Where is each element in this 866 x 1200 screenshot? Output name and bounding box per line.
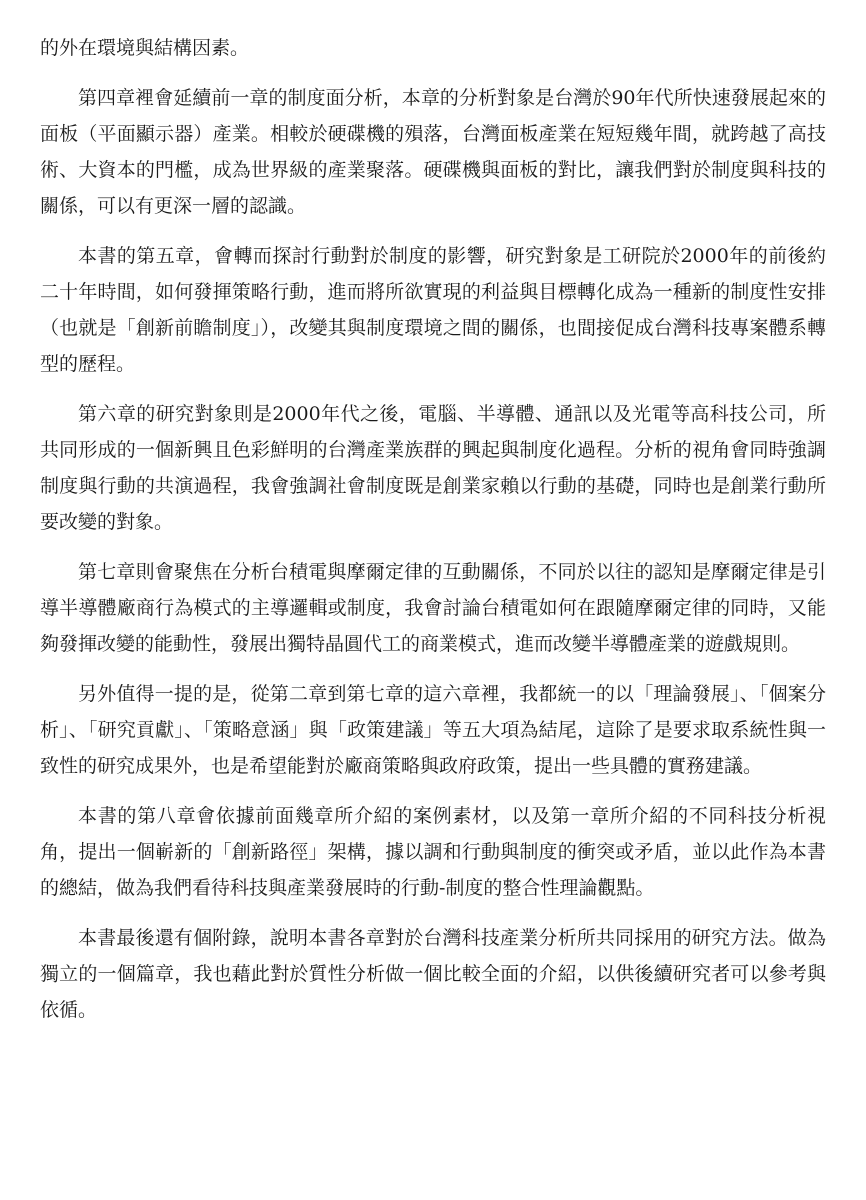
paragraph-chapter-seven: 第七章則會聚焦在分析台積電與摩爾定律的互動關係，不同於以往的認知是摩爾定律是引導半導體廠商行為模式的主導邏輯或制度，我會討論台積電如何在跟隨摩爾定律的同時，又能夠發揮改變的能動性，發展出獨特晶圓代工的商業模式，進而改變半導體產業的遊戲規則。: [40, 561, 826, 655]
paragraph-appendix: 本書最後還有個附錄，說明本書各章對於台灣科技產業分析所共同採用的研究方法。做為獨立的一個篇章，我也藉此對於質性分析做一個比較全面的介紹，以供後續研究者可以參考與依循。: [40, 927, 826, 1021]
paragraph-continuation: 的外在環境與結構因素。: [40, 37, 250, 59]
paragraph-chapter-four: 第四章裡會延續前一章的制度面分析，本章的分析對象是台灣於90年代所快速發展起來的面板（平面顯示器）產業。相較於硬碟機的殞落，台灣面板產業在短短幾年間，就跨越了高技術、大資本的門檻，成為世界級的產業聚落。硬碟機與面板的對比，讓我們對於制度與科技的關係，可以有更深一層的認識。: [40, 87, 826, 217]
document-page: [40, 30, 826, 1042]
paragraph-chapter-six: 第六章的研究對象則是2000年代之後，電腦、半導體、通訊以及光電等高科技公司，所共同形成的一個新興且色彩鮮明的台灣產業族群的興起與制度化過程。分析的視角會同時強調制度與行動的共演過程，我會強調社會制度既是創業家賴以行動的基礎，同時也是創業行動所要改變的對象。: [40, 403, 826, 533]
paragraph-chapter-eight: 本書的第八章會依據前面幾章所介紹的案例素材，以及第一章所介紹的不同科技分析視角，提出一個嶄新的「創新路徑」架構，據以調和行動與制度的衝突或矛盾，並以此作為本書的總結，做為我們看待科技與產業發展時的行動-制度的整合性理論觀點。: [40, 805, 826, 899]
paragraph-chapter-endings: 另外值得一提的是，從第二章到第七章的這六章裡，我都統一的以「理論發展」、「個案分析」、「研究貢獻」、「策略意涵」與「政策建議」等五大項為結尾，這除了是要求取系統性與一致性的研究成果外，也是希望能對於廠商策略與政府政策，提出一些具體的實務建議。: [40, 683, 826, 777]
paragraph-chapter-five: 本書的第五章，會轉而探討行動對於制度的影響，研究對象是工研院於2000年的前後約二十年時間，如何發揮策略行動，進而將所欲實現的利益與目標轉化成為一種新的制度性安排（也就是「創新前瞻制度」），改變其與制度環境之間的關係，也間接促成台灣科技專案體系轉型的歷程。: [40, 245, 826, 375]
